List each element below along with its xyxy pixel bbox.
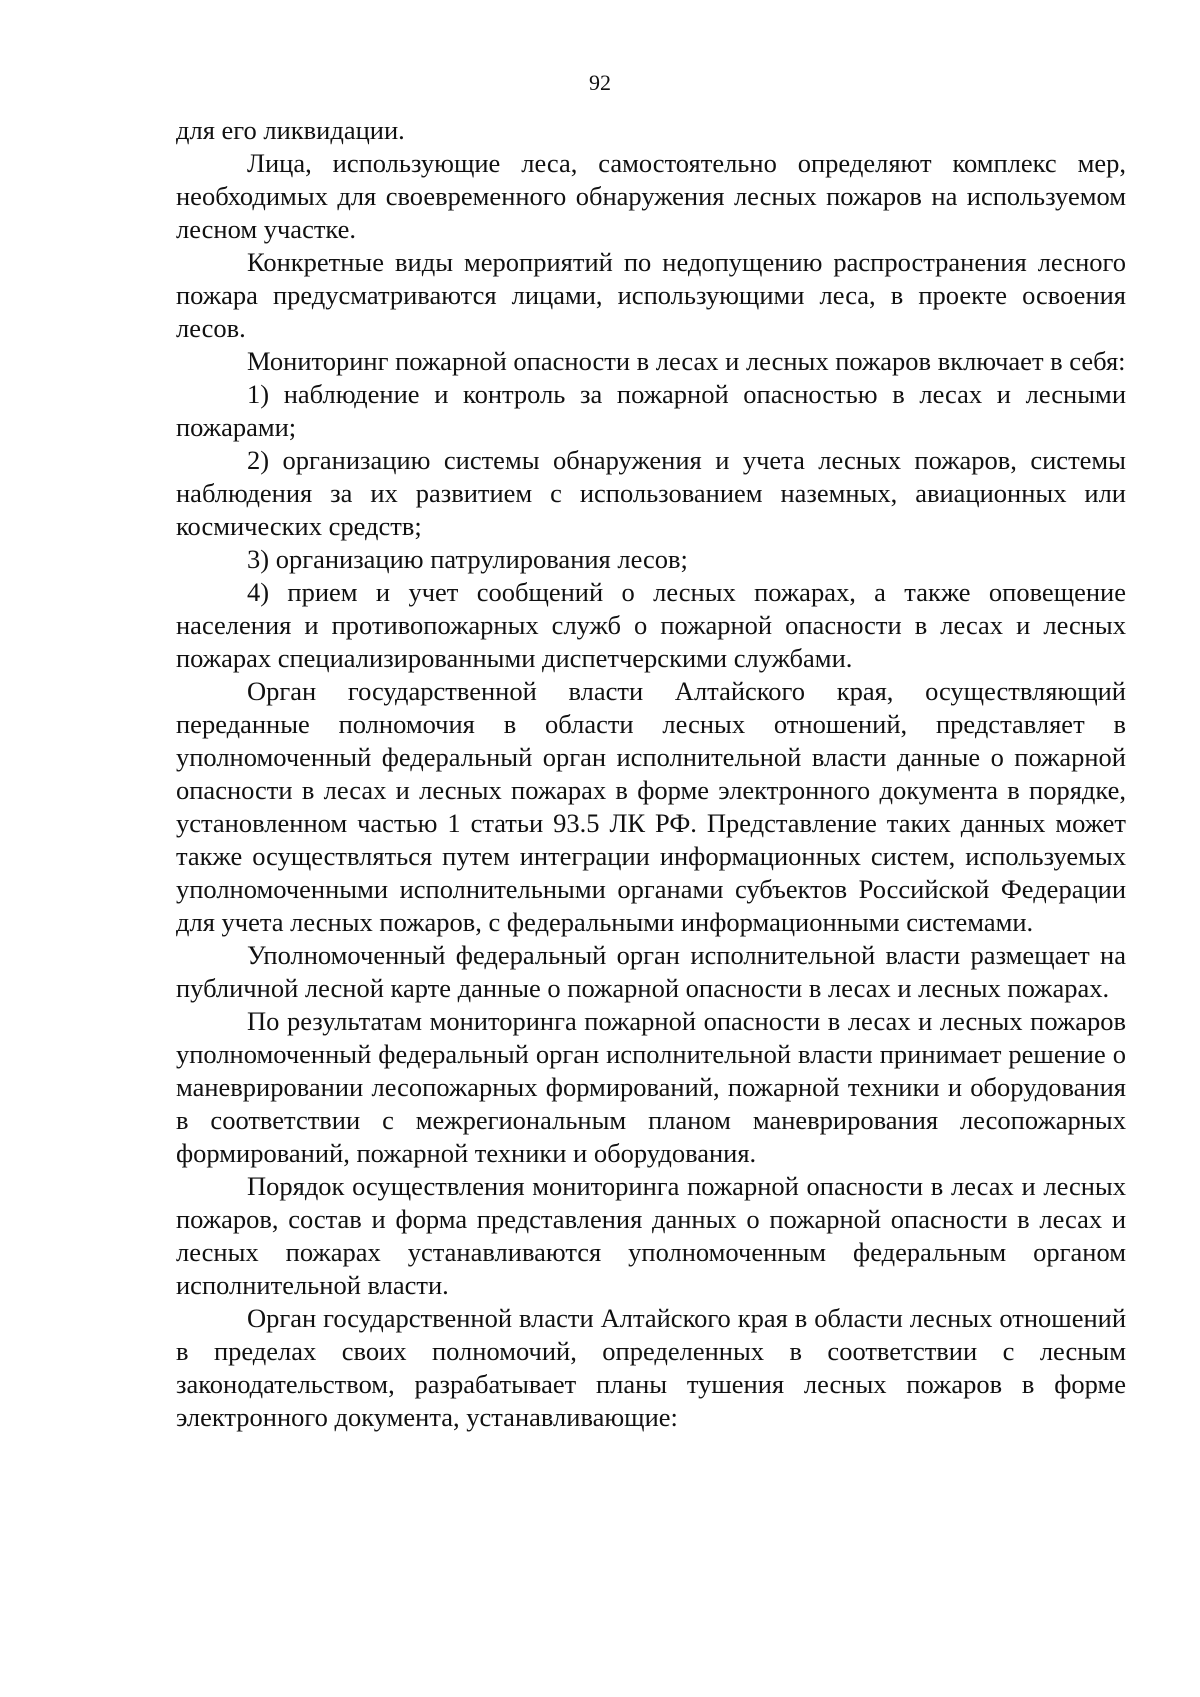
list-item-4: 4) прием и учет сообщений о лесных пожарах, а также оповещение населения и противопожарных служб о пожарной опасности в лесах и лесных пожарах специализированными диспетчерскими службами.: [176, 577, 1126, 673]
list-item-1: 1) наблюдение и контроль за пожарной опасностью в лесах и лесными пожарами;: [176, 379, 1126, 442]
paragraph-forest-users-measures: Лица, использующие леса, самостоятельно определяют комплекс мер, необходимых для своевременного обнаружения лесных пожаров на используемом лесном участке.: [176, 148, 1126, 244]
paragraph-public-forest-map: Уполномоченный федеральный орган исполнительной власти размещает на публичной лесной карте данные о пожарной опасности в лесах и лесных пожарах.: [176, 940, 1126, 1003]
paragraph-maneuvering-decision: По результатам мониторинга пожарной опасности в лесах и лесных пожаров уполномоченный федеральный орган исполнительной власти принимает решение о маневрировании лесопожарных формирований, пожарной техники и оборудования в соответствии с межрегиональным планом маневрирования лесопожарных формирований, пожарной техники и оборудования.: [176, 1006, 1126, 1168]
paragraph-monitoring-intro: Мониторинг пожарной опасности в лесах и лесных пожаров включает в себя:: [247, 346, 1126, 376]
document-body: [176, 114, 1126, 1434]
paragraph-continuation: для его ликвидации.: [176, 115, 405, 145]
paragraph-firefighting-plans: Орган государственной власти Алтайского края в области лесных отношений в пределах своих полномочий, определенных в соответствии с лесным законодательством, разрабатывает планы тушения лесных пожаров в форме электронного документа, устанавливающие:: [176, 1303, 1126, 1432]
paragraph-specific-measures: Конкретные виды мероприятий по недопущению распространения лесного пожара предусматриваются лицами, использующими леса, в проекте освоения лесов.: [176, 247, 1126, 343]
list-item-3: 3) организацию патрулирования лесов;: [247, 544, 688, 574]
page-number: 92: [589, 70, 611, 95]
list-item-2: 2) организацию системы обнаружения и учета лесных пожаров, системы наблюдения за их развитием с использованием наземных, авиационных или космических средств;: [176, 445, 1126, 541]
paragraph-monitoring-procedure: Порядок осуществления мониторинга пожарной опасности в лесах и лесных пожаров, состав и форма представления данных о пожарной опасности в лесах и лесных пожарах устанавливаются уполномоченным федеральным органом исполнительной власти.: [176, 1171, 1126, 1300]
paragraph-altai-authority-data: Орган государственной власти Алтайского края, осуществляющий переданные полномочия в области лесных отношений, представляет в уполномоченный федеральный орган исполнительной власти данные о пожарной опасности в лесах и лесных пожарах в форме электронного документа в порядке, установленном частью 1 статьи 93.5 ЛК РФ. Представление таких данных может также осуществляться путем интеграции информационных систем, используемых уполномоченными исполнительными органами субъектов Российской Федерации для учета лесных пожаров, с федеральными информационными системами.: [176, 676, 1126, 937]
